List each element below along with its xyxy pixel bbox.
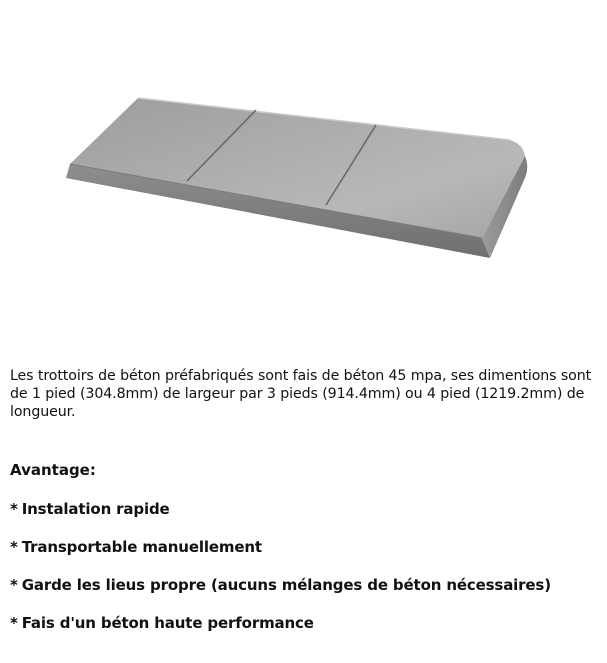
bullet-star-icon: * <box>10 576 18 594</box>
advantage-item <box>10 537 605 557</box>
bullet-star-icon: * <box>10 500 18 518</box>
advantage-item <box>10 499 605 519</box>
advantages-list <box>10 499 605 633</box>
advantage-label: Fais d'un béton haute performance <box>21 614 314 632</box>
advantage-item <box>10 575 605 595</box>
product-description: Les trottoirs de béton préfabriqués sont fais de béton 45 mpa, ses dimentions sont de 1 pied (304.8mm) de largeur par 3 pieds (914.4mm) ou 4 pied (1219.2mm) de longueur. <box>10 368 592 420</box>
advantages-heading: Avantage: <box>10 461 96 479</box>
bullet-star-icon: * <box>10 614 18 632</box>
advantages-section <box>10 460 605 651</box>
advantage-label: Garde les lieus propre (aucuns mélanges de béton nécessaires) <box>21 576 551 594</box>
advantage-label: Instalation rapide <box>21 500 170 518</box>
advantage-label: Transportable manuellement <box>21 538 262 556</box>
advantage-item <box>10 613 605 633</box>
bullet-star-icon: * <box>10 538 18 556</box>
